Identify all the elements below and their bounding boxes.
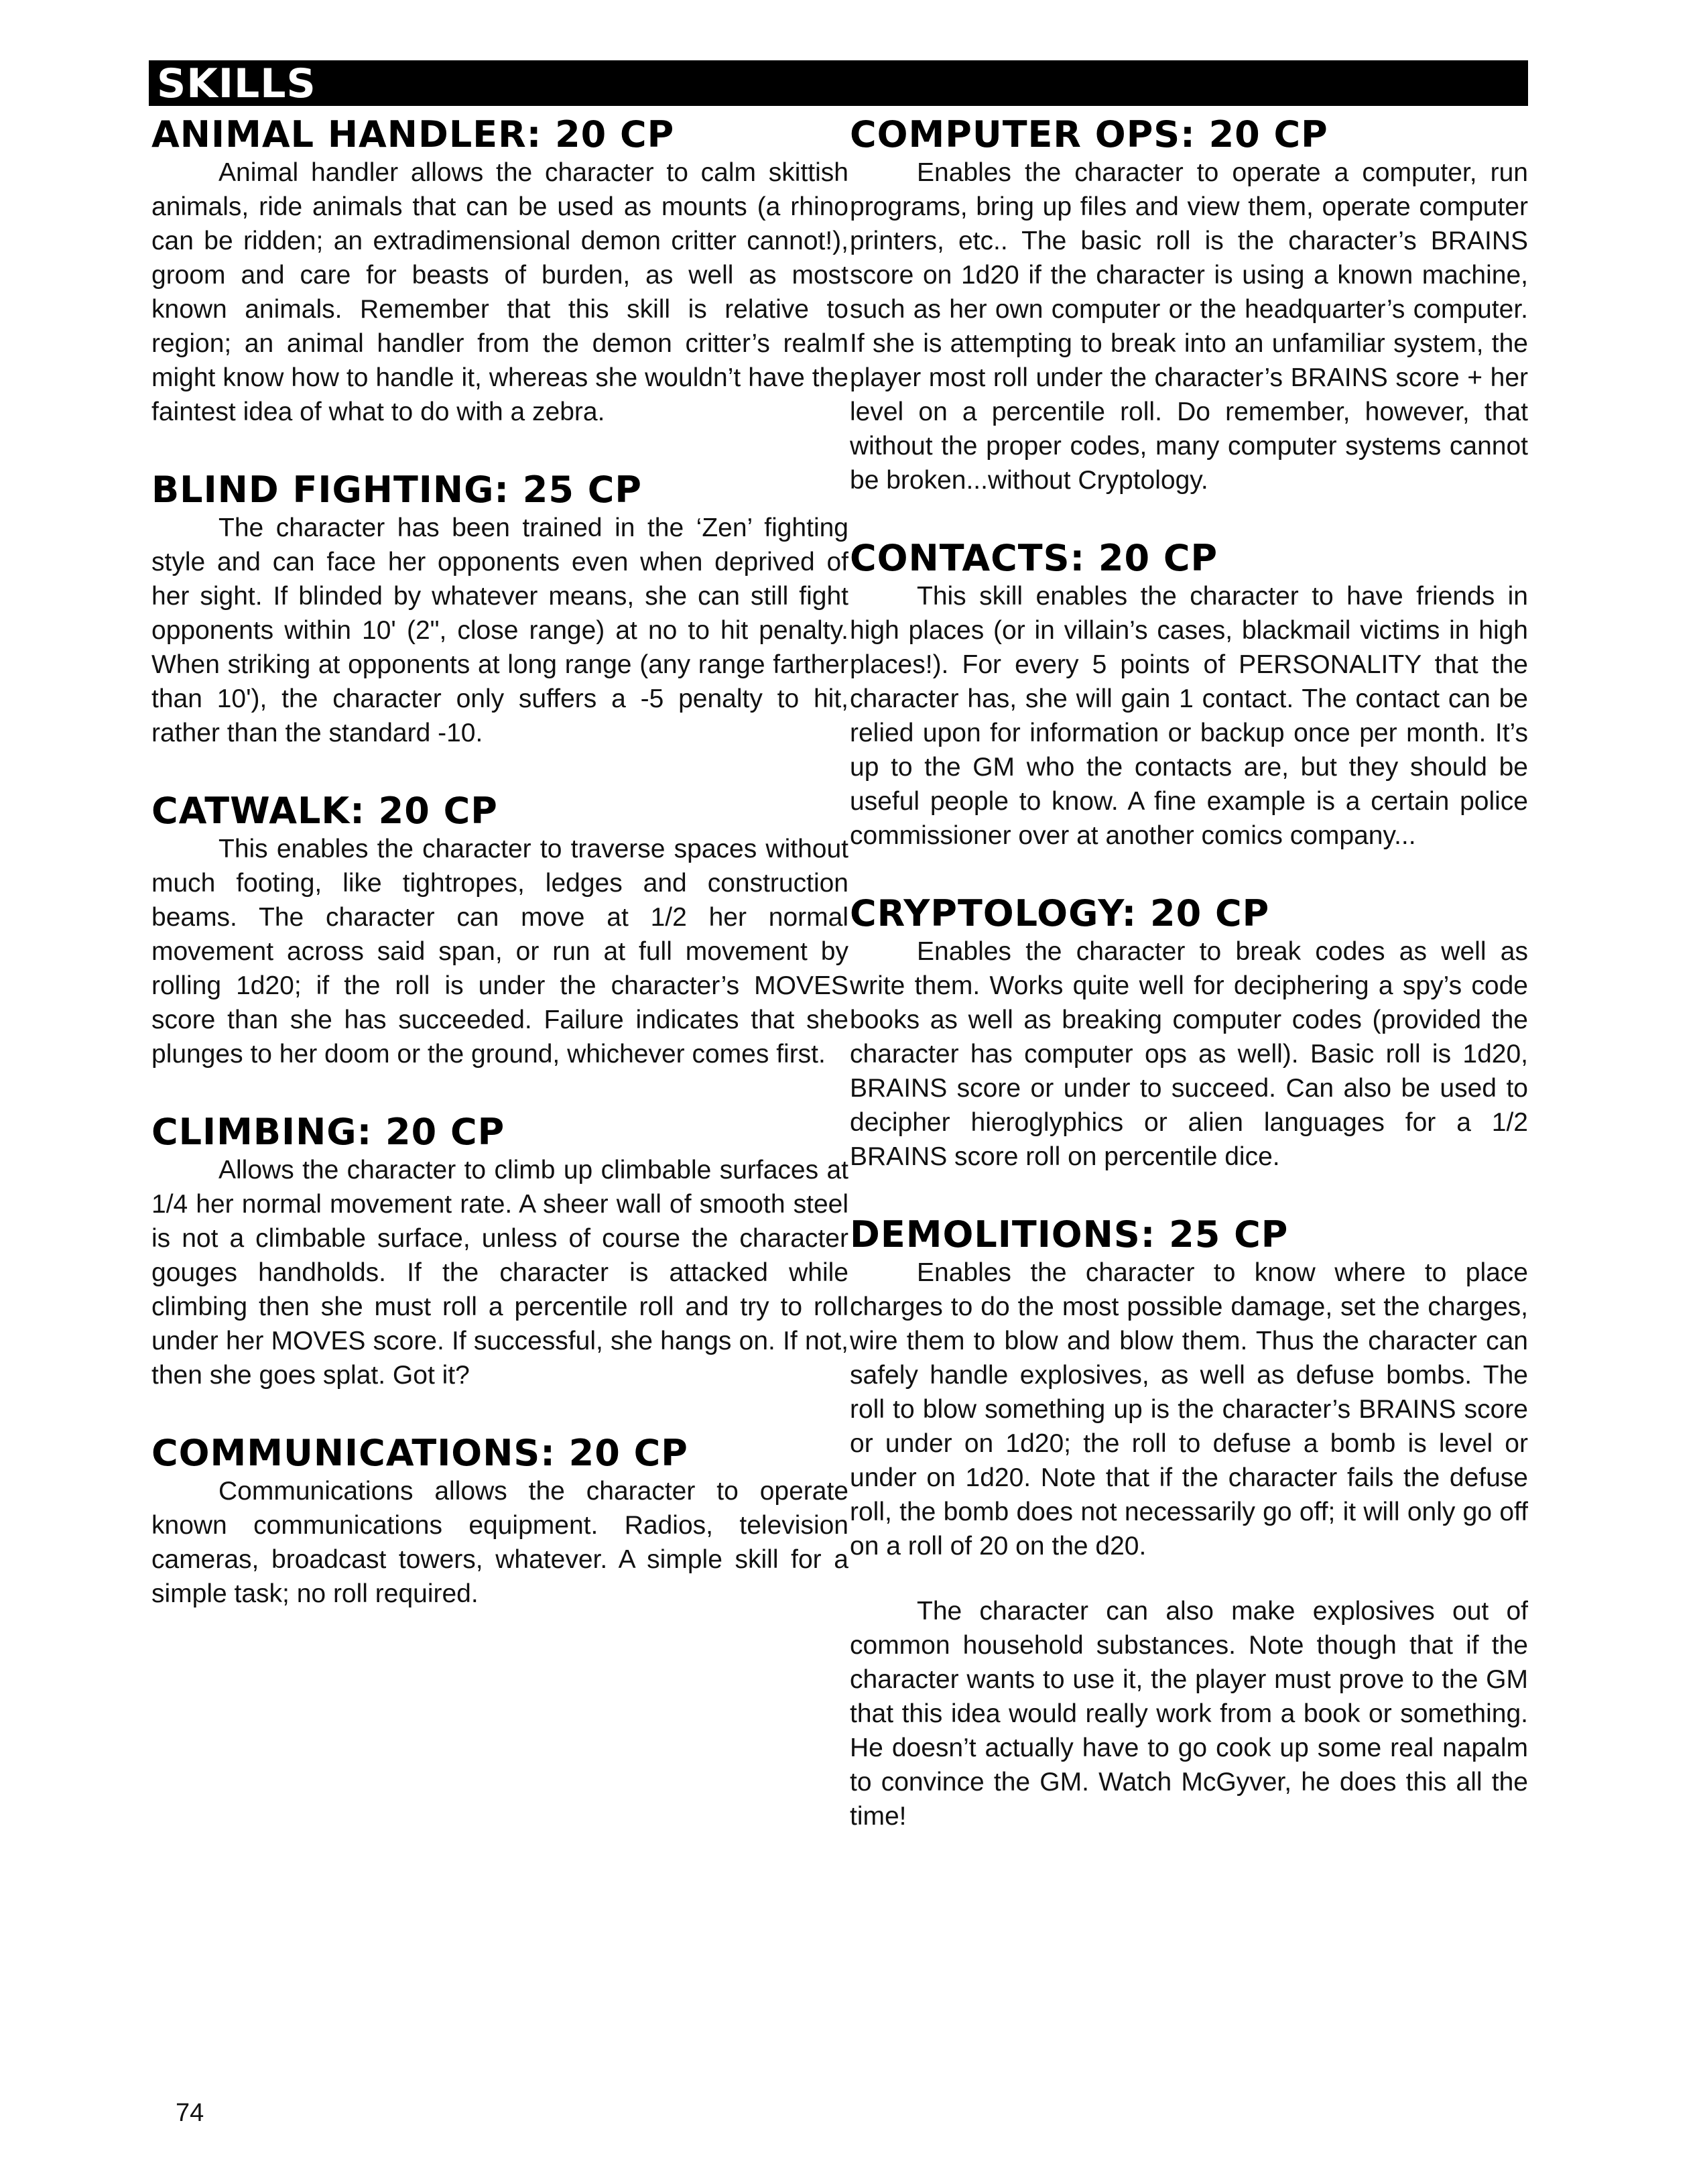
skill-computer-ops bbox=[850, 114, 1528, 497]
skill-description: This enables the character to traverse spaces without much footing, like tightropes, ledges and construction beams. The character can move at 1/2 her normal movement across said span, or run at full movement by rolling 1d20; if the roll is under the character’s MOVES score than she has succeeded. Failure indicates that she plunges to her doom or the ground, whichever comes first. bbox=[151, 835, 848, 1069]
skill-title: COMPUTER OPS: 20 CP bbox=[850, 113, 1328, 156]
skill-description: This skill enables the character to have friends in high places (or in villain’s cases, blackmail victims in high places!). For every 5 points of PERSONALITY that the character has, she will gain 1 contact. The contact can be relied upon for information or backup once per month. It’s up to the GM who the contacts are, but they should be useful people to know. A fine example is a certain police commissioner over at another comics company... bbox=[850, 582, 1528, 850]
skill-title: CRYPTOLOGY: 20 CP bbox=[850, 892, 1270, 934]
skill-title: COMMUNICATIONS: 20 CP bbox=[151, 1432, 688, 1474]
skill-title: ANIMAL HANDLER: 20 CP bbox=[151, 113, 675, 156]
skill-contacts bbox=[850, 538, 1528, 853]
skill-description: Enables the character to break codes as well as write them. Works quite well for deciphering a spy’s code books as well as breaking computer codes (provided the character has computer ops as well). Basic roll is 1d20, BRAINS score or under to succeed. Can also be used to decipher hieroglyphics or alien languages for a 1/2 BRAINS score roll on percentile dice. bbox=[850, 937, 1528, 1171]
skill-title: CLIMBING: 20 CP bbox=[151, 1111, 505, 1153]
right-column bbox=[850, 114, 1528, 1833]
skill-communications bbox=[151, 1433, 848, 1611]
skill-cryptology bbox=[850, 893, 1528, 1174]
skill-description: Enables the character to operate a computer, run programs, bring up files and view them, operate computer printers, etc.. The basic roll is the character’s BRAINS score on 1d20 if the character is using a known machine, such as her own computer or the headquarter’s computer. If she is attempting to break into an unfamiliar system, the player most roll under the character’s BRAINS score + her level on a percentile roll. Do remember, however, that without the proper codes, many computer systems cannot be broken...without Cryptology. bbox=[850, 158, 1528, 495]
page-number: 74 bbox=[176, 2099, 204, 2127]
left-column bbox=[151, 114, 848, 1611]
skill-animal-handler bbox=[151, 114, 848, 429]
skill-description-continued: The character can also make explosives out of common household substances. Note though that if the character wants to use it, the player must prove to the GM that this idea would really work from a book or something. He doesn’t actually have to go cook up some real napalm to convince the GM. Watch McGyver, he does this all the time! bbox=[850, 1597, 1528, 1831]
section-title: SKILLS bbox=[157, 60, 316, 107]
section-header-bar bbox=[149, 60, 1528, 106]
skill-title: BLIND FIGHTING: 25 CP bbox=[151, 469, 642, 511]
skill-demolitions bbox=[850, 1214, 1528, 1833]
skill-title: CONTACTS: 20 CP bbox=[850, 537, 1218, 579]
skill-description: Communications allows the character to operate known communications equipment. Radios, television cameras, broadcast towers, whatever. A simple skill for a simple task; no roll required. bbox=[151, 1477, 848, 1608]
skill-description: The character has been trained in the ‘Zen’ fighting style and can face her opponents even when deprived of her sight. If blinded by whatever means, she can still fight opponents within 10' (2", close range) at no to hit penalty. When striking at opponents at long range (any range farther than 10'), the character only suffers a -5 penalty to hit, rather than the standard -10. bbox=[151, 513, 848, 747]
skill-description: Enables the character to know where to place charges to do the most possible damage, set the charges, wire them to blow and blow them. Thus the character can safely handle explosives, as well as defuse bombs. The roll to blow something up is the character’s BRAINS score or under on 1d20; the roll to defuse a bomb is level or under on 1d20. Note that if the character fails the defuse roll, the bomb does not necessarily go off; it will only go off on a roll of 20 on the d20. bbox=[850, 1258, 1528, 1561]
skill-title: DEMOLITIONS: 25 CP bbox=[850, 1213, 1289, 1256]
skill-description: Allows the character to climb up climbable surfaces at 1/4 her normal movement rate. A sheer wall of smooth steel is not a climbable surface, unless of course the character gouges handholds. If the character is attacked while climbing then she must roll a percentile roll and try to roll under her MOVES score. If successful, she hangs on. If not, then she goes splat. Got it? bbox=[151, 1156, 848, 1390]
skill-description: Animal handler allows the character to calm skittish animals, ride animals that can be used as mounts (a rhino can be ridden; an extradimensional demon critter cannot!), groom and care for beasts of burden, as well as most known animals. Remember that this skill is relative to region; an animal handler from the demon critter’s realm might know how to handle it, whereas she wouldn’t have the faintest idea of what to do with a zebra. bbox=[151, 158, 848, 426]
skill-title: CATWALK: 20 CP bbox=[151, 790, 498, 832]
skill-blind-fighting bbox=[151, 469, 848, 750]
skill-catwalk bbox=[151, 790, 848, 1071]
skill-climbing bbox=[151, 1111, 848, 1392]
